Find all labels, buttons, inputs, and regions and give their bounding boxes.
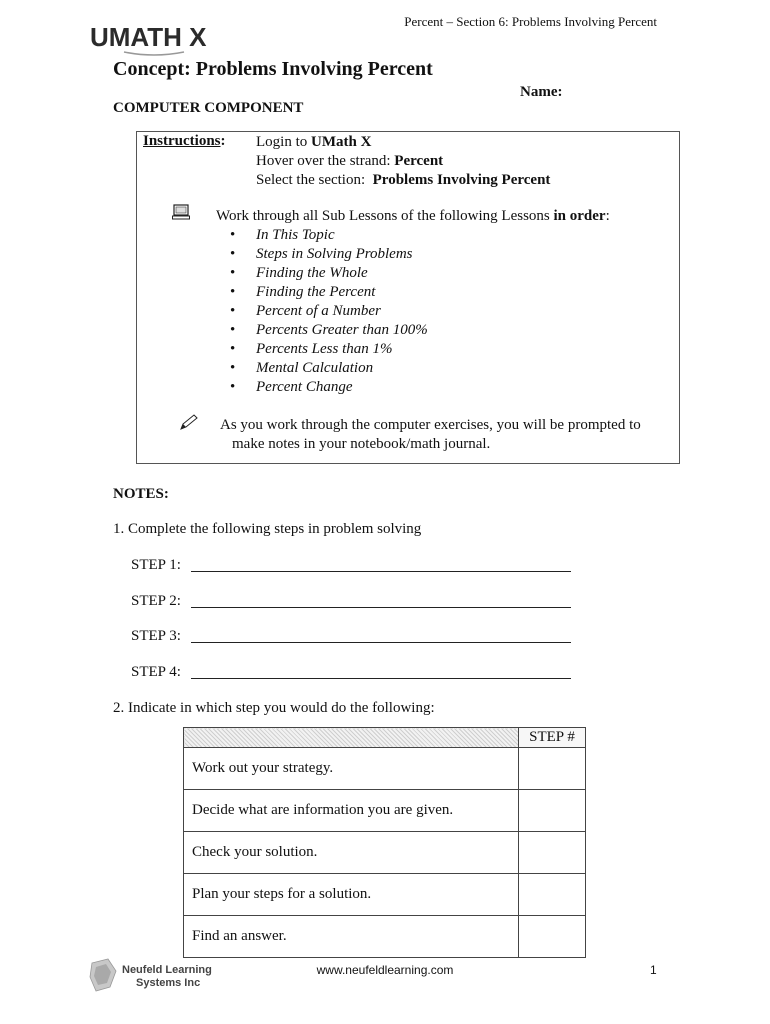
step-2-blank[interactable] bbox=[191, 607, 571, 608]
step-answer-cell[interactable] bbox=[519, 790, 586, 832]
instructions-lines bbox=[256, 133, 550, 190]
task-cell: Plan your steps for a solution. bbox=[184, 874, 519, 916]
section-line: Select the section: Problems Involving Percent bbox=[256, 172, 551, 188]
page-number: 1 bbox=[650, 963, 657, 977]
list-item: • Finding the Whole bbox=[230, 264, 428, 283]
login-line: Login to UMath X bbox=[256, 134, 372, 150]
step-1-blank[interactable] bbox=[191, 571, 571, 572]
step-3-blank[interactable] bbox=[191, 642, 571, 643]
question-1: 1. Complete the following steps in problem solving bbox=[113, 521, 422, 537]
table-row bbox=[184, 790, 586, 832]
step-number-header: STEP # bbox=[519, 728, 586, 748]
list-item: • Mental Calculation bbox=[230, 359, 428, 378]
list-item: • Percent Change bbox=[230, 378, 428, 397]
name-label: Name: bbox=[520, 84, 563, 100]
footer-url: www.neufeldlearning.com bbox=[316, 963, 454, 977]
page-title: Concept: Problems Involving Percent bbox=[113, 58, 433, 80]
task-cell: Find an answer. bbox=[184, 916, 519, 958]
task-cell: Decide what are information you are given. bbox=[184, 790, 519, 832]
table-row bbox=[184, 748, 586, 790]
strand-line: Hover over the strand: Percent bbox=[256, 153, 444, 169]
step-3-label: STEP 3: bbox=[131, 628, 181, 644]
umathx-logo bbox=[84, 12, 224, 60]
table-row bbox=[184, 916, 586, 958]
footer-logo-line2: Systems Inc bbox=[136, 977, 201, 989]
notes-instruction: As you work through the computer exercises, you will be prompted to make notes in your notebook/math journal. bbox=[220, 417, 641, 452]
notes-heading: NOTES: bbox=[113, 486, 169, 502]
table-row bbox=[184, 874, 586, 916]
pencil-icon bbox=[178, 413, 200, 431]
list-item: • In This Topic bbox=[230, 226, 428, 245]
step-answer-cell[interactable] bbox=[519, 916, 586, 958]
task-cell: Work out your strategy. bbox=[184, 748, 519, 790]
computer-icon bbox=[172, 204, 190, 220]
hatched-header-cell bbox=[184, 728, 519, 748]
step-2-label: STEP 2: bbox=[131, 593, 181, 609]
logo-text: UMATH X bbox=[90, 22, 207, 52]
list-item: • Percent of a Number bbox=[230, 302, 428, 321]
step-4-blank[interactable] bbox=[191, 678, 571, 679]
section-title: Percent – Section 6: Problems Involving Percent bbox=[404, 14, 657, 29]
list-item: • Percents Greater than 100% bbox=[230, 321, 428, 340]
list-item: • Steps in Solving Problems bbox=[230, 245, 428, 264]
list-item: • Finding the Percent bbox=[230, 283, 428, 302]
task-cell: Check your solution. bbox=[184, 832, 519, 874]
step-table bbox=[183, 727, 586, 958]
step-1-label: STEP 1: bbox=[131, 557, 181, 573]
work-through-line: Work through all Sub Lessons of the following Lessons in order: bbox=[216, 208, 610, 224]
step-answer-cell[interactable] bbox=[519, 874, 586, 916]
instructions-label: Instructions: bbox=[143, 133, 226, 149]
component-label: COMPUTER COMPONENT bbox=[113, 100, 304, 116]
lesson-list bbox=[230, 226, 428, 397]
footer-logo-line1: Neufeld Learning bbox=[122, 964, 212, 976]
step-4-label: STEP 4: bbox=[131, 664, 181, 680]
step-answer-cell[interactable] bbox=[519, 748, 586, 790]
table-row bbox=[184, 832, 586, 874]
step-answer-cell[interactable] bbox=[519, 832, 586, 874]
list-item: • Percents Less than 1% bbox=[230, 340, 428, 359]
table-header-row bbox=[184, 728, 586, 748]
question-2: 2. Indicate in which step you would do the following: bbox=[113, 700, 435, 716]
